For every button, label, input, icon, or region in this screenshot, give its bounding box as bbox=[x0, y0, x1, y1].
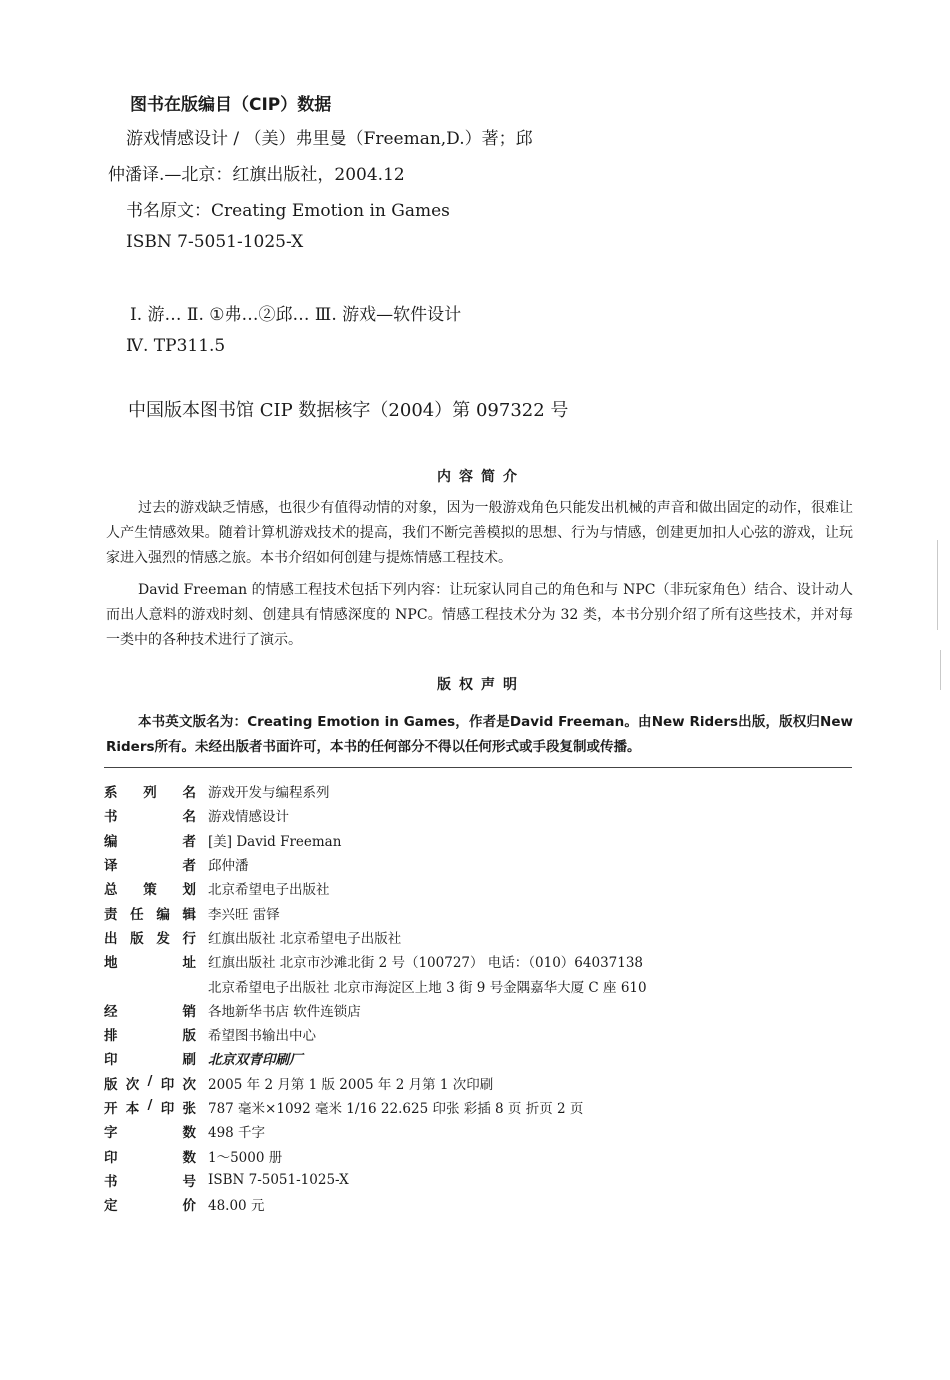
record-value: 邱仲潘 bbox=[208, 858, 249, 875]
record-label: 开 本 / 印 张 bbox=[104, 1097, 196, 1117]
record-value: 48.00 元 bbox=[208, 1198, 265, 1215]
record-row bbox=[104, 1119, 647, 1143]
record-value: [美] David Freeman bbox=[208, 833, 342, 850]
record-row bbox=[104, 1095, 647, 1119]
record-label: 责 任 编 辑 bbox=[104, 906, 196, 923]
record-label: 字 数 bbox=[104, 1125, 196, 1142]
record-label: 印 数 bbox=[104, 1149, 196, 1166]
record-row bbox=[104, 852, 647, 876]
cip-line-verification: 中国版本图书馆 CIP 数据核字（2004）第 097322 号 bbox=[128, 400, 569, 421]
record-value: 希望图书输出中心 bbox=[208, 1028, 316, 1045]
record-value: 游戏情感设计 bbox=[208, 809, 289, 826]
record-row bbox=[104, 949, 647, 973]
cip-line-translator-publisher: 仲潘译.—北京：红旗出版社，2004.12 bbox=[108, 165, 405, 185]
record-row bbox=[104, 1022, 647, 1046]
record-label: 出 版 发 行 bbox=[104, 930, 196, 947]
divider-line bbox=[104, 767, 852, 768]
cip-line-subjects: Ⅰ. 游… Ⅱ. ①弗…②邱… Ⅲ. 游戏—软件设计 bbox=[130, 305, 462, 325]
record-value: 787 毫米×1092 毫米 1/16 22.625 印张 彩插 8 页 折页 2 页 bbox=[208, 1101, 584, 1117]
record-value: 498 千字 bbox=[208, 1125, 266, 1142]
record-value: 各地新华书店 软件连锁店 bbox=[208, 1003, 361, 1020]
record-value: 李兴旺 雷铎 bbox=[208, 906, 280, 923]
cip-title: 图书在版编目（CIP）数据 bbox=[130, 95, 332, 115]
copyright-heading: 版权声明 bbox=[437, 677, 525, 693]
cip-line-isbn: ISBN 7-5051-1025-X bbox=[126, 232, 304, 252]
record-label: 排 版 bbox=[104, 1028, 196, 1045]
record-label: 书 名 bbox=[104, 809, 196, 826]
record-label: 译 者 bbox=[104, 858, 196, 875]
record-row bbox=[104, 973, 647, 997]
record-row bbox=[104, 1168, 647, 1192]
record-label: 定 价 bbox=[104, 1198, 196, 1215]
record-label: 系 列 名 bbox=[104, 785, 196, 802]
record-label: 总 策 划 bbox=[104, 882, 196, 899]
record-row bbox=[104, 1143, 647, 1167]
record-value: 红旗出版社 北京希望电子出版社 bbox=[208, 930, 402, 947]
summary-heading: 内容简介 bbox=[437, 469, 525, 485]
record-row bbox=[104, 1071, 647, 1095]
cip-line-title-author: 游戏情感设计 / （美）弗里曼（Freeman,D.）著；邱 bbox=[126, 129, 533, 149]
record-value: 北京希望电子出版社 bbox=[208, 882, 330, 899]
summary-paragraph: 过去的游戏缺乏情感，也很少有值得动情的对象，因为一般游戏角色只能发出机械的声音和做出固定的动作，很难让人产生情感效果。随着计算机游戏技术的提高，我们不断完善模拟的思想、行为与情感，创建更加扣人心弦的游戏，让玩家进入强烈的情感之旅。本书介绍如何创建与提炼情感工程技术。 bbox=[106, 500, 853, 566]
cip-line-original-title: 书名原文：Creating Emotion in Games bbox=[126, 201, 450, 221]
record-label: 版 次 / 印 次 bbox=[104, 1072, 196, 1093]
record-row bbox=[104, 876, 647, 900]
record-row bbox=[104, 925, 647, 949]
record-label: 地 址 bbox=[104, 955, 196, 972]
record-row bbox=[104, 998, 647, 1022]
record-label: 印 刷 bbox=[104, 1052, 196, 1069]
record-value: 北京希望电子出版社 北京市海淀区上地 3 街 9 号金隅嘉华大厦 C 座 610 bbox=[208, 979, 647, 996]
record-label: 编 者 bbox=[104, 833, 196, 850]
cip-line-classification: Ⅳ. TP311.5 bbox=[126, 336, 226, 356]
record-value: 游戏开发与编程系列 bbox=[208, 785, 330, 802]
summary-paragraph: David Freeman 的情感工程技术包括下列内容：让玩家认同自己的角色和与 NPC（非玩家角色）结合、设计动人而出人意料的游戏时刻、创建具有情感深度的 NPC。情感工程技术分为 32 类，本书分别介绍了所有这些技术，并对每一类中的各种技术进行了演示。 bbox=[106, 582, 853, 648]
record-value: 北京双青印刷厂 bbox=[208, 1052, 303, 1069]
record-row bbox=[104, 803, 647, 827]
record-row bbox=[104, 779, 647, 803]
record-value: ISBN 7-5051-1025-X bbox=[208, 1171, 349, 1188]
record-value: 2005 年 2 月第 1 版 2005 年 2 月第 1 次印刷 bbox=[208, 1076, 494, 1093]
record-value: 红旗出版社 北京市沙滩北街 2 号（100727） 电话：（010）64037138 bbox=[208, 955, 644, 972]
record-row bbox=[104, 1192, 647, 1216]
publication-record-table bbox=[104, 779, 647, 1216]
scan-artifact bbox=[937, 540, 938, 630]
copyright-statement: 本书英文版名为：Creating Emotion in Games，作者是David Freeman。由New Riders出版，版权归New Riders所有。未经出版者书面许可，本书的任何部分不得以任何形式或手段复制或传播。 bbox=[106, 714, 853, 755]
record-value: 1～5000 册 bbox=[208, 1149, 283, 1166]
scan-artifact bbox=[940, 650, 941, 690]
record-row bbox=[104, 1046, 647, 1070]
record-label: 经 销 bbox=[104, 1003, 196, 1020]
record-row bbox=[104, 900, 647, 924]
record-row bbox=[104, 828, 647, 852]
record-label: 书 号 bbox=[104, 1173, 196, 1190]
